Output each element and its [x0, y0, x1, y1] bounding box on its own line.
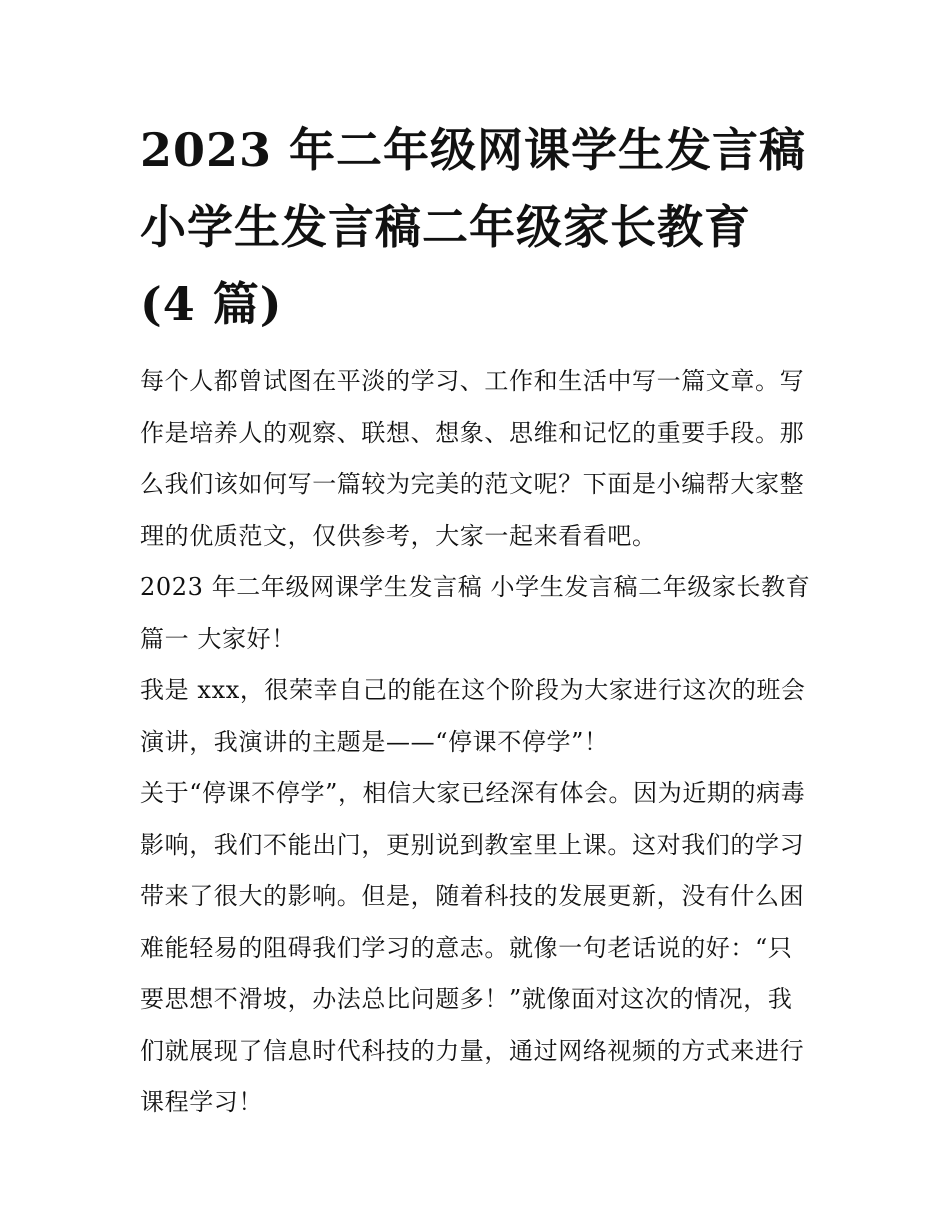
- title-line: 2023 年二年级网课学生发言稿: [140, 123, 807, 177]
- paragraph-line: 要思想不滑坡，办法总比问题多！”就像面对这次的情况，我: [140, 985, 793, 1013]
- paragraph-line: 影响，我们不能出门，更别说到教室里上课。这对我们的学习: [140, 830, 805, 859]
- title-line: 小学生发言稿二年级家长教育: [140, 200, 751, 254]
- intro-line: 作是培养人的观察、联想、想象、思维和记忆的重要手段。那: [140, 418, 805, 447]
- paragraph-line: 演讲，我演讲的主题是——“停课不停学”！: [140, 727, 609, 756]
- paragraph-line: 课程学习！: [140, 1088, 263, 1116]
- title-line: (4 篇): [140, 277, 283, 331]
- document-body: [140, 356, 820, 1129]
- paragraph-line: 关于“停课不停学”，相信大家已经深有体会。因为近期的病毒: [140, 779, 806, 807]
- paragraph-line: 我是 xxx，很荣幸自己的能在这个阶段为大家进行这次的班会: [140, 676, 806, 704]
- paragraph-line: 带来了很大的影响。但是，随着科技的发展更新，没有什么困: [140, 882, 805, 910]
- intro-line: 每个人都曾试图在平淡的学习、工作和生活中写一篇文章。写: [140, 367, 805, 395]
- paragraph-line: 难能轻易的阻碍我们学习的意志。就像一句老话说的好：“只: [140, 933, 793, 962]
- document-title: [140, 112, 820, 343]
- section-heading: 2023 年二年级网课学生发言稿 小学生发言稿二年级家长教育: [140, 573, 811, 601]
- section-subheading: 篇一 大家好！: [140, 624, 296, 653]
- paragraph-line: 们就展现了信息时代科技的力量，通过网络视频的方式来进行: [140, 1036, 805, 1065]
- intro-line: 么我们该如何写一篇较为完美的范文呢？下面是小编帮大家整: [140, 470, 805, 498]
- intro-line: 理的优质范文，仅供参考，大家一起来看看吧。: [140, 521, 657, 550]
